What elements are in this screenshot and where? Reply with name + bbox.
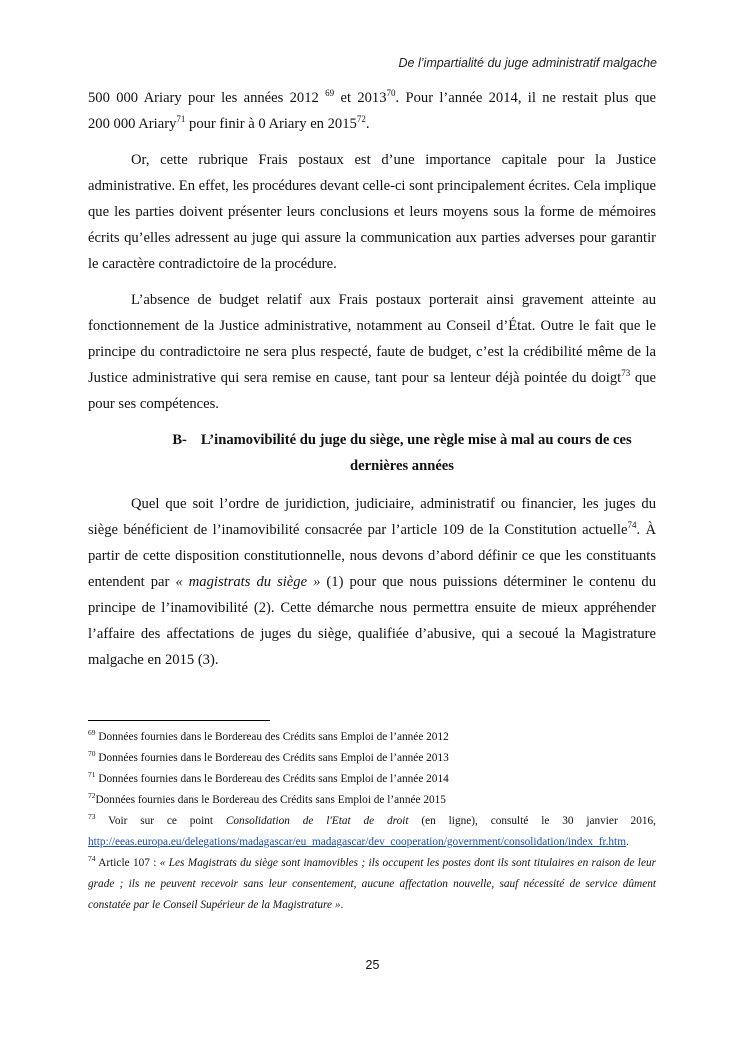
footnote-text: Données fournies dans le Bordereau des Crédits sans Emploi de l’année 2012 — [95, 731, 449, 743]
footnote-link[interactable]: http://eeas.europa.eu/delegations/madagascar/eu_madagascar/dev_cooperation/government/consolidation/index_fr.htm — [88, 836, 626, 848]
footnote-number: 74 — [88, 854, 96, 864]
text-run: Quel que soit l’ordre de juridiction, judiciaire, administratif ou financier, les juges du siège bénéficient de l’inamovibilité consacrée par l’article 109 de la Constitution actuelle — [88, 496, 656, 538]
footnote-ref-72[interactable]: 72 — [356, 114, 366, 125]
section-heading — [88, 427, 656, 479]
footnote-text: Article 107 : — [95, 857, 160, 869]
section-letter: B- — [172, 432, 187, 448]
footnote-ref-74[interactable]: 74 — [627, 520, 637, 531]
footnote-74 — [88, 853, 656, 916]
footnote-72 — [88, 790, 656, 811]
footnote-number: 73 — [88, 812, 96, 822]
paragraph-3 — [88, 287, 656, 417]
footnote-ref-73[interactable]: 73 — [621, 368, 631, 379]
text-run: 500 000 Ariary pour les années 2012 — [88, 90, 326, 106]
page-number: 25 — [365, 958, 380, 972]
paragraph-1 — [88, 85, 656, 137]
footnote-ref-71[interactable]: 71 — [176, 114, 186, 125]
footnote-separator — [88, 720, 270, 721]
quoted-term: « magistrats du siège » — [175, 574, 321, 590]
paragraph-2: Or, cette rubrique Frais postaux est d’une importance capitale pour la Justice administrative. En effet, les procédures devant celle-ci sont principalement écrites. Cela implique que les parties doivent présenter leurs conclusions et leurs moyens sous la forme de mémoires écrits qu’elles adressent au juge qui assure la communication aux parties adverses pour garantir le caractère contradictoire de la procédure. — [88, 152, 656, 272]
text-run: L’absence de budget relatif aux Frais postaux porterait ainsi gravement atteinte au fonctionnement de la Justice administrative, notamment au Conseil d’État. Outre le fait que le principe du contradictoire ne sera plus respecté, faute de budget, c’est la crédibilité même de la Justice administrative qui sera remise en cause, tant pour sa lenteur déjà pointée du doigt — [88, 292, 656, 386]
footnotes — [88, 727, 656, 916]
text-run: . À partir de cette disposition constitutionnelle, nous devons d’abord définir ce que les constituants entendent par — [88, 522, 656, 590]
text-run: . — [365, 116, 370, 132]
paragraph-4 — [88, 491, 656, 673]
footnote-69 — [88, 727, 656, 748]
section-title: L’inamovibilité du juge du siège, une règle mise à mal au cours de ces dernières années — [200, 432, 632, 474]
footnote-title: Consolidation de l'Etat de droit — [225, 815, 409, 827]
text-run: que pour ses compétences. — [88, 370, 656, 412]
running-header: De l’impartialité du juge administratif malgache — [398, 56, 657, 70]
text-run: . Pour l’année 2014, il ne restait plus que 200 000 Ariary — [88, 90, 656, 132]
footnote-text: . — [340, 899, 344, 911]
footnote-71 — [88, 769, 656, 790]
footnote-number: 72 — [88, 791, 96, 801]
footnote-ref-70[interactable]: 70 — [386, 88, 396, 99]
footnote-number: 71 — [88, 770, 96, 780]
footnote-text: Données fournies dans le Bordereau des Crédits sans Emploi de l’année 2013 — [95, 752, 449, 764]
footnote-ref-69[interactable]: 69 — [325, 88, 335, 99]
body-text — [88, 85, 656, 683]
footnote-number: 70 — [88, 749, 96, 759]
footnote-text: . — [626, 836, 629, 848]
footnote-73 — [88, 811, 656, 853]
footnote-text: (en ligne), consulté le 30 janvier 2016, — [408, 815, 656, 827]
text-run: pour finir à 0 Ariary en 2015 — [185, 116, 357, 132]
footnote-70 — [88, 748, 656, 769]
footnote-text: Données fournies dans le Bordereau des Crédits sans Emploi de l’année 2015 — [95, 794, 446, 806]
footnote-text: Voir sur ce point — [95, 815, 226, 827]
footnote-number: 69 — [88, 728, 96, 738]
footnote-quote: « Les Magistrats du siège sont inamovibles ; ils occupent les postes dont ils sont titulaires en raison de leur grade ; ils ne peuvent recevoir sans leur consentement, aucune affectation nouvelle, sauf nécessité de service dûment constatée par le Conseil Supérieur de la Magistrature » — [88, 857, 657, 911]
text-run: (1) pour que nous puissions déterminer le contenu du principe de l’inamovibilité (2). Cette démarche nous permettra ensuite de mieux appréhender l’affaire des affectations de juges du siège, qualifiée d’abusive, qui a secoué la Magistrature malgache en 2015 (3). — [88, 574, 656, 668]
footnote-text: Données fournies dans le Bordereau des Crédits sans Emploi de l’année 2014 — [95, 773, 449, 785]
text-run: et 2013 — [334, 90, 387, 106]
